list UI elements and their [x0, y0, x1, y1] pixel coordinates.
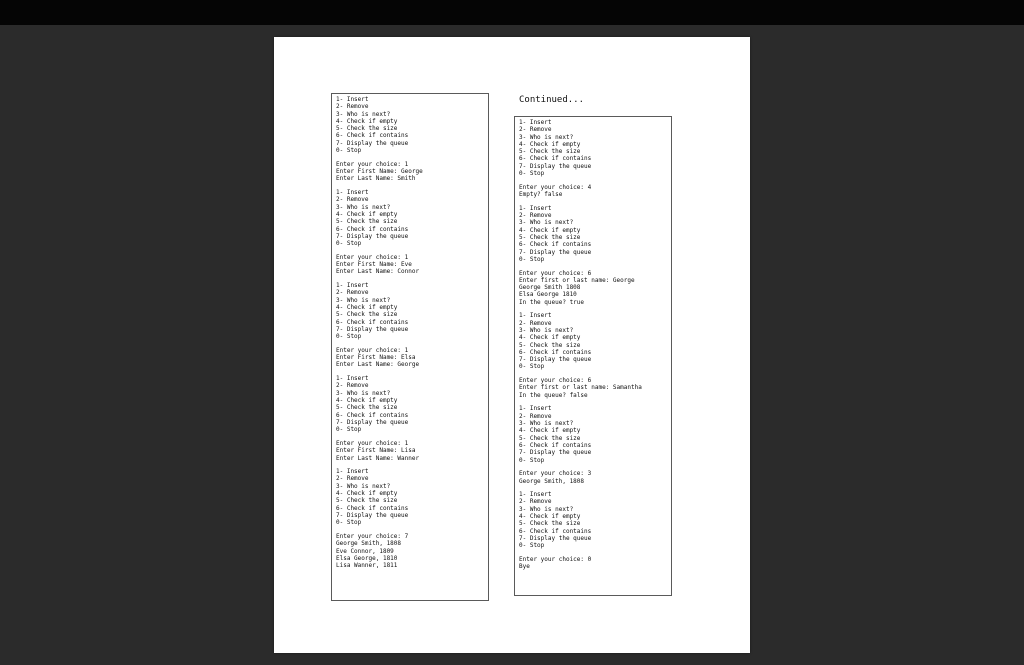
console-output-right [514, 116, 672, 596]
menu-option: 3- Who is next? [519, 420, 574, 428]
menu-option: 5- Check the size [336, 497, 398, 505]
menu-option: 6- Check if contains [519, 527, 592, 535]
document-page [274, 37, 750, 653]
menu-option: 4- Check if empty [519, 334, 581, 342]
console-line: Enter Last Name: Smith [336, 175, 416, 183]
console-line: Enter your choice: 3 [519, 470, 592, 478]
menu-option: 7- Display the queue [519, 162, 592, 170]
console-line: Enter your choice: 1 [336, 439, 409, 447]
console-line: Enter your choice: 4 [519, 183, 592, 191]
menu-option: 1- Insert [519, 312, 552, 320]
menu-block [336, 468, 488, 526]
menu-option: 0- Stop [519, 170, 545, 178]
menu-option: 1- Insert [336, 375, 369, 383]
menu-option: 7- Display the queue [336, 325, 409, 333]
menu-option: 0- Stop [519, 456, 545, 464]
menu-option: 5- Check the size [336, 125, 398, 133]
menu-option: 3- Who is next? [519, 219, 574, 227]
menu-option: 0- Stop [519, 542, 545, 550]
console-line: George Smith, 1808 [519, 477, 585, 485]
menu-block [519, 491, 671, 549]
menu-option: 1- Insert [336, 189, 369, 197]
menu-option: 1- Insert [519, 204, 552, 212]
menu-option: 3- Who is next? [336, 296, 391, 304]
console-line: Enter your choice: 1 [336, 160, 409, 168]
menu-block [336, 96, 488, 154]
continued-label: Continued... [519, 95, 585, 105]
menu-option: 3- Who is next? [336, 203, 391, 211]
console-line: Enter First Name: Lisa [336, 447, 416, 455]
menu-option: 6- Check if contains [519, 441, 592, 449]
menu-option: 7- Display the queue [336, 418, 409, 426]
menu-option: 4- Check if empty [519, 226, 581, 234]
menu-block [336, 375, 488, 433]
menu-option: 2- Remove [336, 289, 369, 297]
response-block [336, 440, 488, 462]
console-output-left [331, 93, 489, 601]
menu-option: 1- Insert [519, 405, 552, 413]
menu-option: 5- Check the size [519, 434, 581, 442]
console-line: Empty? false [519, 191, 563, 199]
console-line: In the queue? false [519, 391, 588, 399]
console-line: Enter Last Name: Wanner [336, 454, 420, 462]
menu-option: 7- Display the queue [336, 139, 409, 147]
menu-block [336, 282, 488, 340]
menu-block [519, 119, 671, 177]
menu-option: 6- Check if contains [519, 241, 592, 249]
menu-option: 1- Insert [336, 468, 369, 476]
menu-option: 5- Check the size [519, 233, 581, 241]
menu-option: 2- Remove [519, 126, 552, 134]
console-line: Enter first or last name: George [519, 276, 635, 284]
menu-option: 2- Remove [336, 103, 369, 111]
menu-option: 7- Display the queue [336, 232, 409, 240]
console-line: Enter Last Name: Connor [336, 268, 420, 276]
menu-option: 0- Stop [336, 147, 362, 155]
viewer-title-bar [0, 0, 1024, 25]
menu-option: 5- Check the size [519, 148, 581, 156]
console-line: Elsa George 1810 [519, 291, 577, 299]
menu-option: 2- Remove [336, 475, 369, 483]
menu-block [519, 405, 671, 463]
console-line: George Smith 1808 [519, 284, 581, 292]
console-line: Enter your choice: 6 [519, 269, 592, 277]
menu-option: 5- Check the size [519, 520, 581, 528]
console-line: Elsa George, 1810 [336, 554, 398, 562]
menu-option: 2- Remove [519, 412, 552, 420]
console-line: In the queue? true [519, 298, 585, 306]
menu-option: 0- Stop [336, 519, 362, 527]
console-line: Enter your choice: 0 [519, 555, 592, 563]
console-line: Enter your choice: 1 [336, 253, 409, 261]
console-line: Enter first or last name: Samantha [519, 384, 642, 392]
menu-option: 4- Check if empty [519, 513, 581, 521]
menu-option: 7- Display the queue [519, 356, 592, 364]
menu-option: 5- Check the size [336, 218, 398, 226]
menu-option: 5- Check the size [336, 311, 398, 319]
menu-block [519, 205, 671, 263]
menu-option: 1- Insert [519, 491, 552, 499]
menu-option: 3- Who is next? [519, 326, 574, 334]
menu-option: 4- Check if empty [519, 140, 581, 148]
menu-option: 2- Remove [519, 498, 552, 506]
menu-option: 0- Stop [519, 255, 545, 263]
console-line: Enter First Name: Elsa [336, 354, 416, 362]
console-line: Enter your choice: 6 [519, 377, 592, 385]
menu-option: 3- Who is next? [519, 505, 574, 513]
menu-option: 5- Check the size [336, 404, 398, 412]
menu-option: 2- Remove [336, 196, 369, 204]
menu-option: 5- Check the size [519, 341, 581, 349]
menu-option: 3- Who is next? [336, 389, 391, 397]
response-block [519, 184, 671, 199]
response-block [336, 161, 488, 183]
console-line: Enter your choice: 7 [336, 532, 409, 540]
console-line: Lisa Wanner, 1811 [336, 562, 398, 570]
menu-option: 2- Remove [519, 319, 552, 327]
menu-option: 3- Who is next? [336, 482, 391, 490]
menu-option: 3- Who is next? [336, 110, 391, 118]
response-block [336, 533, 488, 569]
menu-option: 4- Check if empty [519, 427, 581, 435]
menu-option: 1- Insert [336, 96, 369, 103]
console-line: Enter Last Name: George [336, 361, 420, 369]
menu-option: 2- Remove [519, 212, 552, 220]
menu-option: 4- Check if empty [336, 210, 398, 218]
menu-option: 4- Check if empty [336, 397, 398, 405]
menu-block [519, 312, 671, 370]
console-line: Bye [519, 563, 530, 571]
console-line: George Smith, 1808 [336, 540, 402, 548]
menu-option: 7- Display the queue [336, 511, 409, 519]
response-block [519, 270, 671, 306]
response-block [336, 254, 488, 276]
menu-option: 4- Check if empty [336, 303, 398, 311]
menu-option: 0- Stop [336, 333, 362, 341]
console-line: Eve Connor, 1809 [336, 547, 394, 555]
menu-option: 2- Remove [336, 382, 369, 390]
menu-option: 6- Check if contains [336, 504, 409, 512]
console-line: Enter First Name: Eve [336, 261, 412, 269]
response-block [336, 347, 488, 369]
menu-option: 6- Check if contains [336, 411, 409, 419]
response-block [519, 377, 671, 399]
menu-option: 0- Stop [519, 363, 545, 371]
console-line: Enter First Name: George [336, 168, 423, 176]
menu-option: 7- Display the queue [519, 534, 592, 542]
menu-option: 0- Stop [336, 240, 362, 248]
menu-option: 6- Check if contains [336, 225, 409, 233]
menu-option: 4- Check if empty [336, 117, 398, 125]
menu-option: 4- Check if empty [336, 490, 398, 498]
menu-option: 7- Display the queue [519, 248, 592, 256]
menu-option: 1- Insert [519, 119, 552, 126]
menu-block [336, 189, 488, 247]
menu-option: 0- Stop [336, 426, 362, 434]
menu-option: 3- Who is next? [519, 133, 574, 141]
menu-option: 6- Check if contains [336, 318, 409, 326]
menu-option: 7- Display the queue [519, 449, 592, 457]
response-block [519, 556, 671, 571]
response-block [519, 470, 671, 485]
menu-option: 6- Check if contains [336, 132, 409, 140]
menu-option: 6- Check if contains [519, 348, 592, 356]
menu-option: 6- Check if contains [519, 155, 592, 163]
menu-option: 1- Insert [336, 282, 369, 290]
console-line: Enter your choice: 1 [336, 346, 409, 354]
